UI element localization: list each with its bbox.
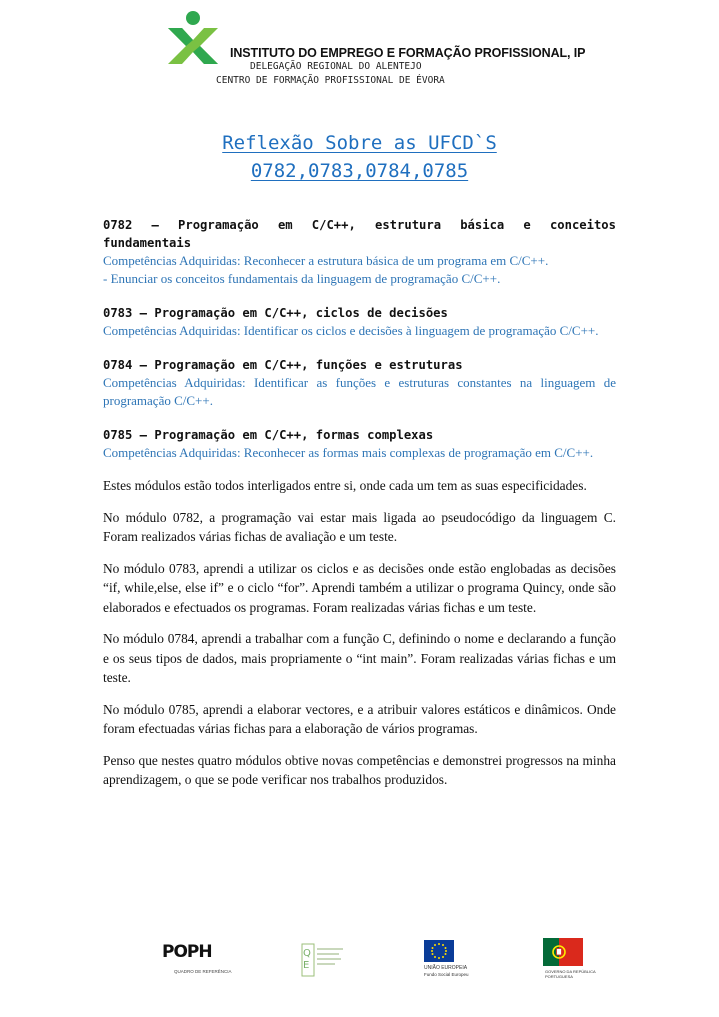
body-paragraph: No módulo 0782, a programação vai estar mais ligada ao pseudocódigo da linguagem C. Foram realizados várias fichas de avaliação e um teste.: [103, 509, 616, 544]
body-paragraph: Penso que nestes quatro módulos obtive novas competências e demonstrei progressos na minha aprendizagem, o que se pode verificar nos trabalhos produzidos.: [103, 752, 616, 787]
eu-sublabel: Fundo Social Europeu: [424, 972, 469, 977]
module-competences: - Enunciar os conceitos fundamentais da linguagem de programação C/C++.: [103, 271, 501, 286]
portugal-label-line-1: GOVERNO DA REPÚBLICA: [545, 969, 596, 974]
page-title-line-1: Reflexão Sobre as UFCD`S: [222, 132, 497, 154]
module-heading: 0783 – Programação em C/C++, ciclos de decisões: [103, 306, 448, 320]
eu-flag-icon: [424, 940, 454, 962]
module-section: [103, 356, 616, 410]
eu-label: UNIÃO EUROPEIA: [424, 965, 468, 971]
poph-logo-text: POPH: [162, 942, 212, 962]
header: [162, 8, 586, 86]
module-section: [103, 426, 616, 462]
poph-logo-icon: [162, 938, 232, 982]
module-competences: Competências Adquiridas: Reconhecer a estrutura básica de um programa em C/C++.: [103, 253, 549, 268]
portugal-label: [545, 969, 596, 979]
body-paragraph: Estes módulos estão todos interligados entre si, onde cada um tem as suas especificidades.: [103, 478, 587, 493]
eu-logo: [422, 940, 469, 984]
module-competences: Competências Adquiridas: Identificar os ciclos e decisões à linguagem de programação C/C++.: [103, 323, 599, 338]
portugal-flag-icon: [543, 938, 583, 966]
module-section: [103, 304, 616, 340]
institute-name: INSTITUTO DO EMPREGO E FORMAÇÃO PROFISSIONAL, IP: [230, 46, 586, 60]
body-paragraph: No módulo 0785, aprendi a elaborar vectores, e a atribuir valores estáticos e dinâmicos. Onde foram efectuadas várias fichas para a elaboração de vários programas.: [103, 701, 616, 736]
body-paragraph: No módulo 0783, aprendi a utilizar os ciclos e as decisões onde estão englobadas as decisões “if, while,else, else if” e o ciclo “for”. Aprendi também a utilizar o programa Quincy, onde são elaborados e efectuados os programas. Foram realizadas várias fichas e um teste.: [103, 560, 616, 615]
module-section: [103, 216, 616, 288]
module-competences: Competências Adquiridas: Reconhecer as formas mais complexas de programação em C/C++.: [103, 445, 594, 460]
body-paragraph: No módulo 0784, aprendi a trabalhar com a função C, definindo o nome e declarando a função e os seus tipos de dados, mais propriamente o “int main”. Foram realizadas várias fichas e um teste.: [103, 631, 616, 685]
svg-text:Q: Q: [303, 948, 311, 959]
page-title-line-2: 0782,0783,0784,0785: [250, 160, 469, 182]
delegation-name: DELEGAÇÃO REGIONAL DO ALENTEJO: [250, 61, 422, 72]
qren-logo-icon: [300, 942, 350, 978]
portugal-label-line-2: PORTUGUESA: [545, 974, 573, 979]
module-heading: 0784 – Programação em C/C++, funções e estruturas: [103, 358, 463, 372]
module-competences: Competências Adquiridas: Identificar as funções e estruturas constantes na linguagem de programação C/C++.: [103, 375, 616, 408]
portugal-logo: [541, 938, 596, 984]
iefp-logo-icon: [164, 10, 222, 64]
svg-text:E: E: [303, 960, 310, 971]
document-body: [103, 216, 616, 802]
poph-logo-subtitle: QUADRO DE REFERÊNCIA: [174, 969, 232, 974]
module-heading: 0782 – Programação em C/C++, estrutura básica e conceitos fundamentais: [103, 218, 616, 250]
module-heading: 0785 – Programação em C/C++, formas complexas: [103, 428, 434, 442]
center-name: CENTRO DE FORMAÇÃO PROFISSIONAL DE ÉVORA: [216, 75, 445, 86]
footer-logos: [0, 930, 719, 990]
